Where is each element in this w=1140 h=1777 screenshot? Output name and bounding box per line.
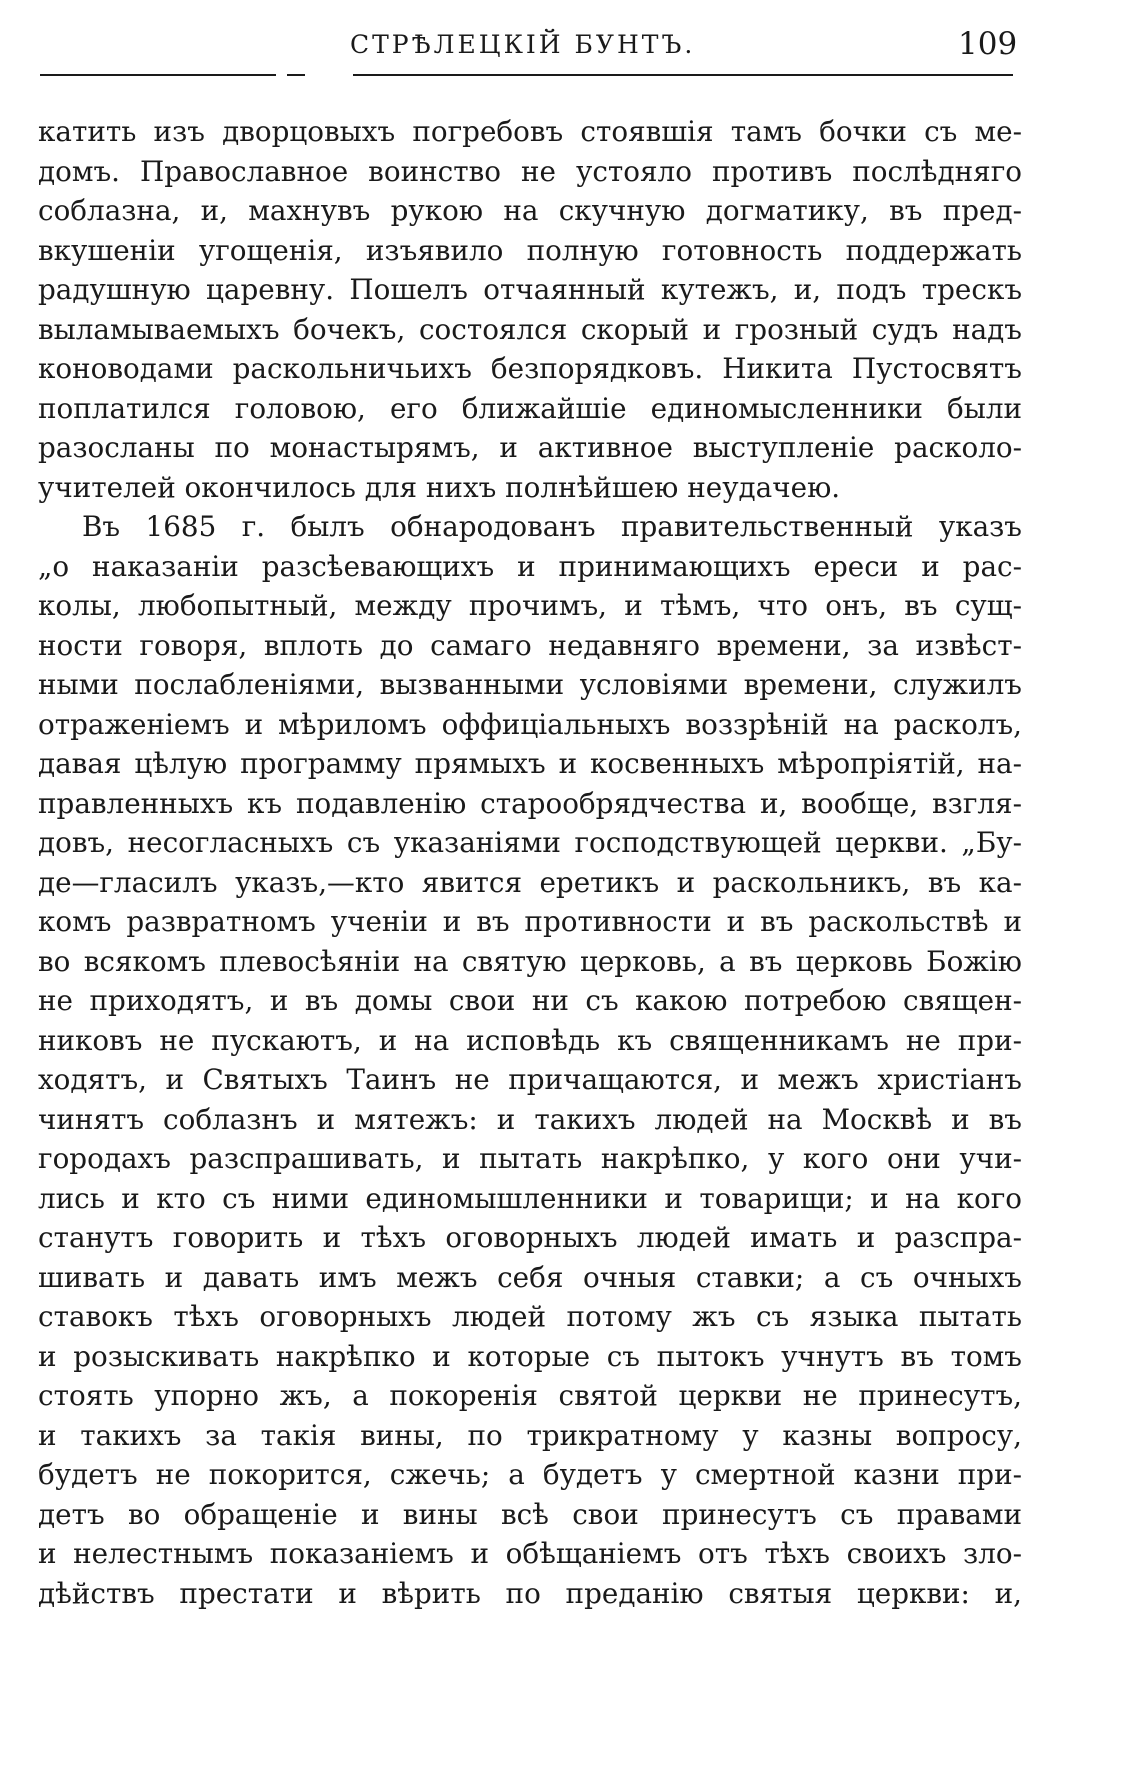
text-line: Въ 1685 г. былъ обнародованъ правительственный указъ	[82, 510, 1022, 543]
text-line: поплатился головою, его ближайшіе единомысленники были	[38, 391, 1022, 425]
text-line: во всякомъ плевосѣяніи на святую церковь, а въ церковь Божію	[38, 944, 1022, 978]
header-rule	[353, 74, 1013, 76]
text-line: ходятъ, и Святыхъ Таинъ не причащаются, и межъ христіанъ	[38, 1063, 1022, 1096]
text-line: ставокъ тѣхъ оговорныхъ людей потому жъ съ языка пытать	[38, 1300, 1022, 1333]
header-rule	[287, 74, 305, 76]
page-header	[0, 22, 1140, 82]
page-number: 109	[958, 26, 1018, 62]
text-line: и розыскивать накрѣпко и которые съ пытокъ учнутъ въ томъ	[38, 1339, 1022, 1373]
text-line: комъ развратномъ ученіи и въ противности и въ раскольствѣ и	[38, 905, 1022, 938]
text-line: и такихъ за такія вины, по трикратному у казны вопросу,	[38, 1418, 1022, 1452]
text-line: станутъ говорить и тѣхъ оговорныхъ людей имать и разспра-	[38, 1221, 1022, 1254]
text-line: довъ, несогласныхъ съ указаніями господствующей церкви. „Бу-	[38, 826, 1022, 859]
text-line: будетъ не покорится, сжечь; а будетъ у смертной казни при-	[38, 1458, 1022, 1491]
text-line: катить изъ дворцовыхъ погребовъ стоявшія тамъ бочки съ ме-	[38, 115, 1022, 148]
body-text	[38, 112, 1022, 1613]
text-line: радушную царевну. Пошелъ отчаянный кутежъ, и, подъ трескъ	[38, 273, 1022, 306]
paragraph	[38, 112, 1022, 507]
text-line: соблазна, и, махнувъ рукою на скучную догматику, въ пред-	[38, 194, 1022, 227]
text-line: стоять упорно жъ, а покоренія святой церкви не принесутъ,	[38, 1379, 1022, 1412]
text-line: де—гласилъ указъ,—кто явится еретикъ и раскольникъ, въ ка-	[38, 865, 1022, 899]
header-rule	[40, 74, 276, 76]
text-line: домъ. Православное воинство не устояло противъ послѣдняго	[38, 154, 1022, 188]
running-title: СТРѢЛЕЦКІЙ БУНТЪ.	[350, 30, 696, 59]
text-line: вкушеніи угощенія, изъявило полную готовность поддержать	[38, 233, 1022, 267]
text-line: никовъ не пускаютъ, и на исповѣдь къ священникамъ не при-	[38, 1023, 1022, 1057]
text-line: лись и кто съ ними единомышленники и товарищи; и на кого	[38, 1181, 1022, 1215]
text-line: давая цѣлую программу прямыхъ и косвенныхъ мѣропріятій, на-	[38, 747, 1022, 780]
text-line: дѣйствъ престати и вѣрить по преданію святыя церкви: и,	[38, 1576, 1022, 1610]
text-line: ными послабленіями, вызванными условіями времени, служилъ	[38, 668, 1022, 701]
text-line: отраженіемъ и мѣриломъ оффиціальныхъ воззрѣній на расколъ,	[38, 707, 1022, 741]
text-line: разосланы по монастырямъ, и активное выступленіе расколо-	[38, 431, 1022, 464]
text-line: и нелестнымъ показаніемъ и обѣщаніемъ отъ тѣхъ своихъ зло-	[38, 1537, 1022, 1570]
text-line: ности говоря, вплоть до самаго недавняго времени, за извѣст-	[38, 628, 1022, 662]
text-line: чинятъ соблазнъ и мятежъ: и такихъ людей на Москвѣ и въ	[38, 1102, 1022, 1136]
text-line: „о наказаніи разсѣевающихъ и принимающихъ ереси и рас-	[38, 549, 1022, 583]
text-line: детъ во обращеніе и вины всѣ свои принесутъ съ правами	[38, 1497, 1022, 1531]
text-line: правленныхъ къ подавленію старообрядчества и, вообще, взгля-	[38, 786, 1022, 820]
text-line: шивать и давать имъ межъ себя очныя ставки; а съ очныхъ	[38, 1260, 1022, 1294]
text-line: выламываемыхъ бочекъ, состоялся скорый и грозный судъ надъ	[38, 312, 1022, 346]
text-line: колы, любопытный, между прочимъ, и тѣмъ, что онъ, въ сущ-	[38, 589, 1022, 622]
text-line: коноводами раскольничьихъ безпорядковъ. Никита Пустосвятъ	[38, 352, 1022, 385]
text-line: городахъ разспрашивать, и пытать накрѣпко, у кого они учи-	[38, 1142, 1022, 1175]
paragraph	[38, 507, 1022, 1613]
text-line: не приходятъ, и въ домы свои ни съ какою потребою священ-	[38, 984, 1022, 1017]
text-line: учителей окончилось для нихъ полнѣйшею неудачею.	[38, 470, 841, 504]
